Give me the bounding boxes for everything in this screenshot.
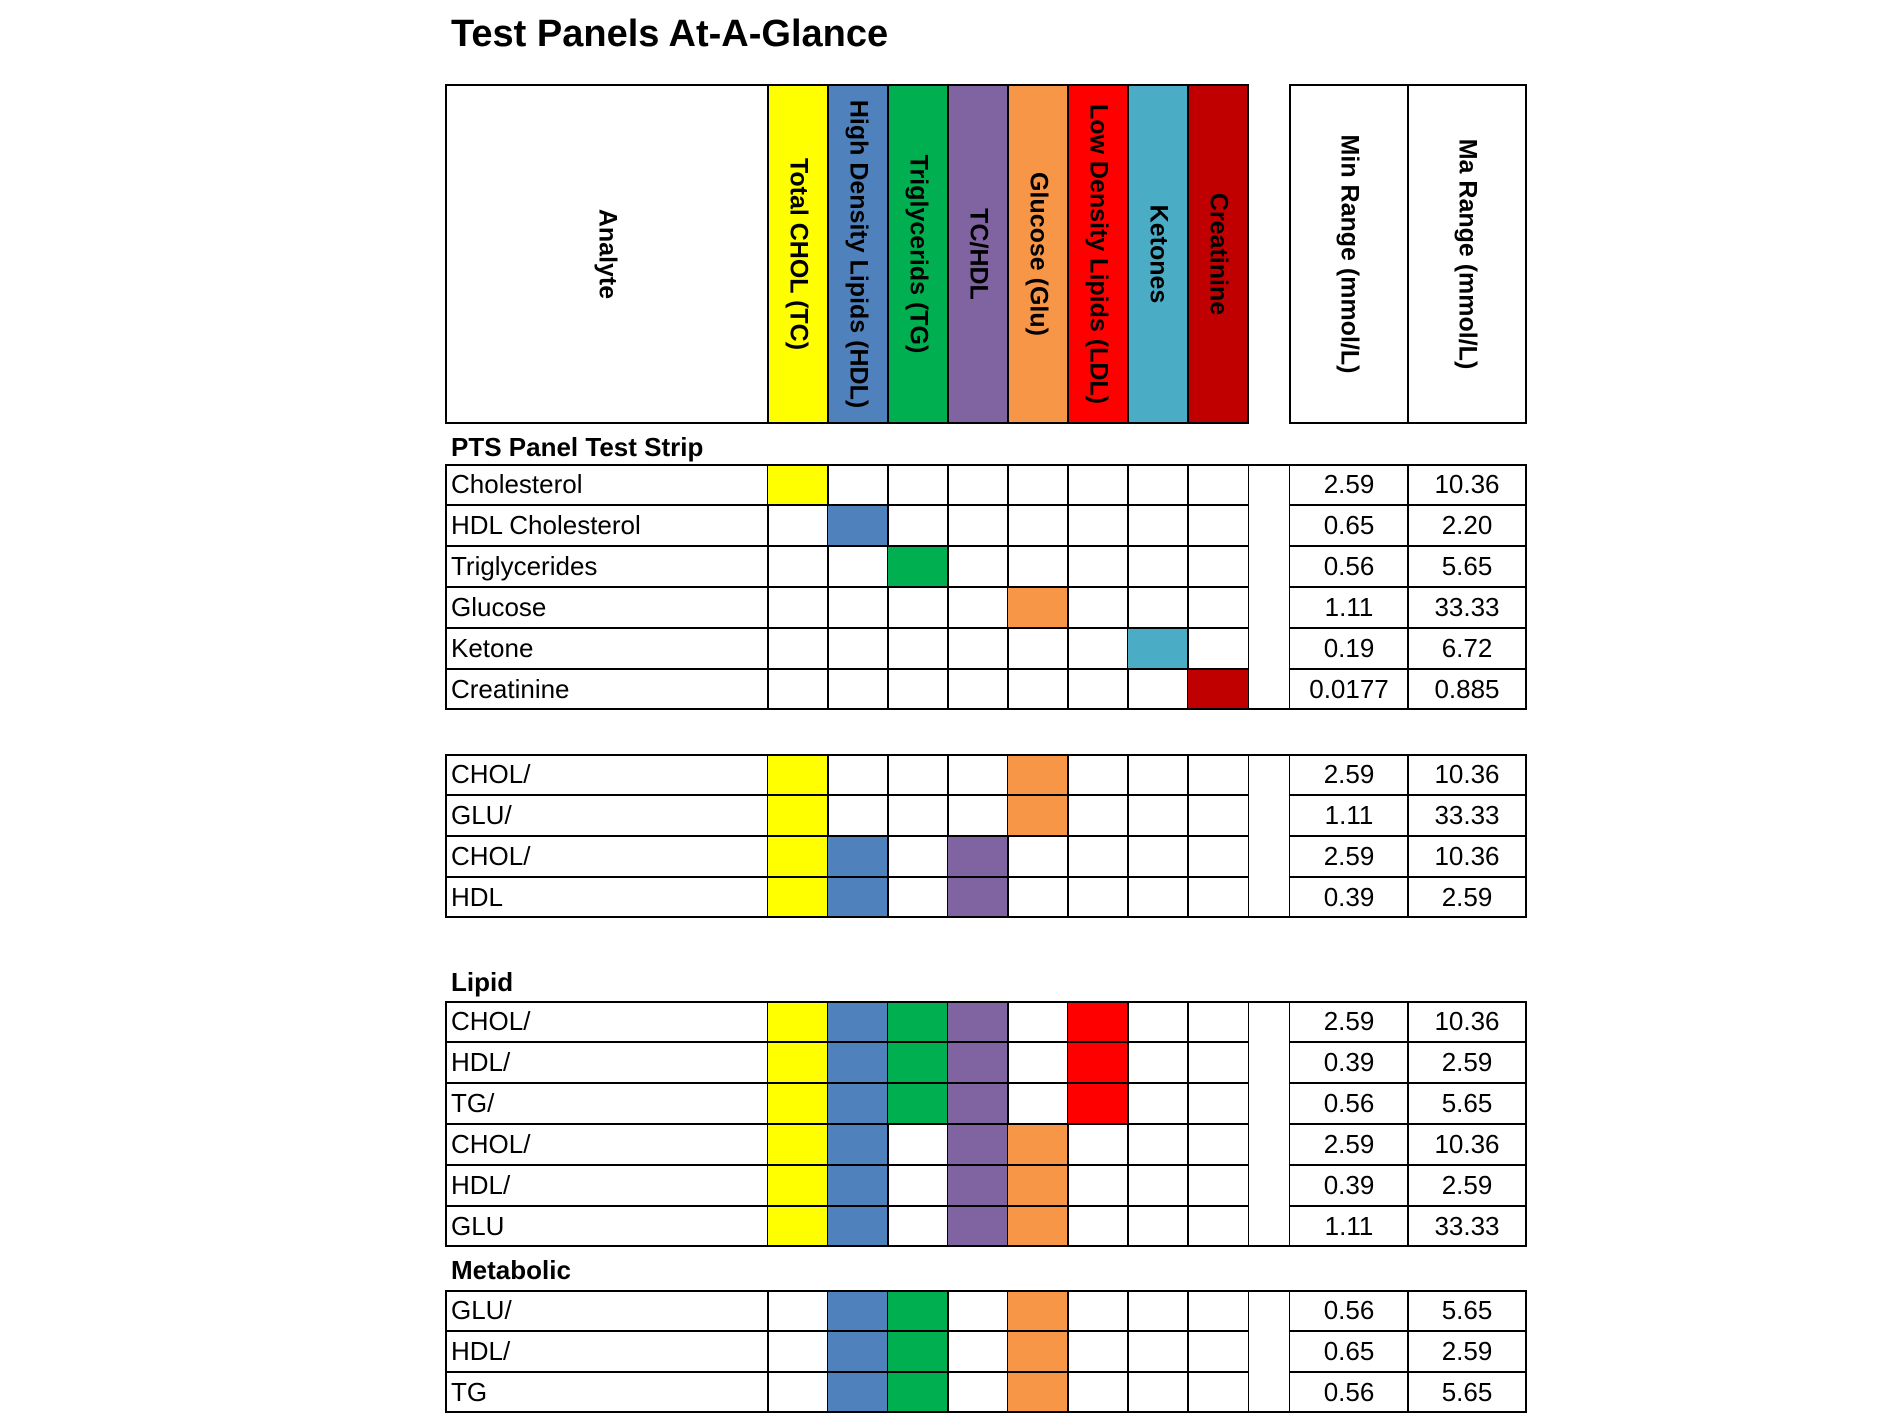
panel-mark-cell bbox=[1187, 669, 1249, 710]
table-row bbox=[445, 795, 1527, 836]
panel-empty-cell bbox=[1127, 546, 1189, 587]
max-range-value: 2.59 bbox=[1407, 1042, 1527, 1083]
panel-empty-cell bbox=[1187, 1372, 1249, 1413]
panel-mark-cell bbox=[887, 1331, 949, 1372]
table-row bbox=[445, 1083, 1527, 1124]
panel-empty-cell bbox=[1187, 836, 1249, 877]
panel-empty-cell bbox=[947, 754, 1009, 795]
panel-mark-cell bbox=[827, 1206, 889, 1247]
min-range-value: 0.65 bbox=[1289, 1331, 1409, 1372]
table-row bbox=[445, 587, 1527, 628]
panel-empty-cell bbox=[887, 795, 949, 836]
panel-empty-cell bbox=[1187, 1001, 1249, 1042]
min-range-value: 1.11 bbox=[1289, 795, 1409, 836]
panel-mark-cell bbox=[1007, 1165, 1069, 1206]
panel-mark-cell bbox=[827, 1001, 889, 1042]
header-col-5 bbox=[1067, 84, 1129, 424]
analyte-name: CHOL/ bbox=[445, 1001, 769, 1042]
min-range-value: 0.39 bbox=[1289, 1165, 1409, 1206]
panel-empty-cell bbox=[1187, 587, 1249, 628]
max-range-value: 2.59 bbox=[1407, 1165, 1527, 1206]
min-range-value: 0.39 bbox=[1289, 1042, 1409, 1083]
panel-empty-cell bbox=[1187, 546, 1249, 587]
panel-mark-cell bbox=[767, 1042, 829, 1083]
table-row bbox=[445, 1042, 1527, 1083]
panel-mark-cell bbox=[1007, 795, 1069, 836]
panel-mark-cell bbox=[1067, 1042, 1129, 1083]
panel-mark-cell bbox=[827, 1290, 889, 1331]
min-range-value: 2.59 bbox=[1289, 1124, 1409, 1165]
analyte-name: CHOL/ bbox=[445, 836, 769, 877]
panel-empty-cell bbox=[1127, 505, 1189, 546]
panel-mark-cell bbox=[827, 1124, 889, 1165]
panel-empty-cell bbox=[767, 546, 829, 587]
table-row bbox=[445, 877, 1527, 918]
panel-mark-cell bbox=[887, 1083, 949, 1124]
panel-empty-cell bbox=[1187, 464, 1249, 505]
panel-empty-cell bbox=[1067, 795, 1129, 836]
panel-empty-cell bbox=[1007, 505, 1069, 546]
panel-mark-cell bbox=[767, 464, 829, 505]
panel-mark-cell bbox=[887, 1290, 949, 1331]
header-col-label: Glucose (Glu) bbox=[1024, 172, 1053, 336]
header-max-range bbox=[1407, 84, 1527, 424]
min-range-value: 0.0177 bbox=[1289, 669, 1409, 710]
panel-empty-cell bbox=[947, 1331, 1009, 1372]
panel-mark-cell bbox=[767, 1083, 829, 1124]
panel-empty-cell bbox=[1067, 877, 1129, 918]
panel-empty-cell bbox=[827, 795, 889, 836]
header-col-2 bbox=[887, 84, 949, 424]
panel-mark-cell bbox=[1007, 587, 1069, 628]
min-range-value: 2.59 bbox=[1289, 464, 1409, 505]
panel-empty-cell bbox=[1067, 505, 1129, 546]
panel-mark-cell bbox=[827, 1083, 889, 1124]
analyte-name: Creatinine bbox=[445, 669, 769, 710]
panel-mark-cell bbox=[947, 877, 1009, 918]
max-range-value: 2.59 bbox=[1407, 877, 1527, 918]
panel-empty-cell bbox=[1007, 836, 1069, 877]
min-range-value: 0.56 bbox=[1289, 546, 1409, 587]
analyte-name: HDL/ bbox=[445, 1042, 769, 1083]
header-col-label: Total CHOL (TC) bbox=[784, 157, 813, 351]
panel-mark-cell bbox=[1067, 1001, 1129, 1042]
panel-empty-cell bbox=[1127, 1042, 1189, 1083]
table-row bbox=[445, 1290, 1527, 1331]
panel-mark-cell bbox=[827, 1331, 889, 1372]
panel-empty-cell bbox=[947, 628, 1009, 669]
panel-empty-cell bbox=[1067, 546, 1129, 587]
analyte-name: CHOL/ bbox=[445, 754, 769, 795]
panel-empty-cell bbox=[947, 587, 1009, 628]
analyte-name: Ketone bbox=[445, 628, 769, 669]
panel-empty-cell bbox=[1187, 795, 1249, 836]
analyte-name: Glucose bbox=[445, 587, 769, 628]
panel-empty-cell bbox=[1127, 464, 1189, 505]
section-label: PTS Panel Test Strip bbox=[451, 432, 704, 462]
min-range-value: 0.39 bbox=[1289, 877, 1409, 918]
header-col-label: High Density Lipids (HDL) bbox=[844, 99, 873, 409]
panel-empty-cell bbox=[1187, 1083, 1249, 1124]
panel-empty-cell bbox=[887, 669, 949, 710]
panel-empty-cell bbox=[827, 628, 889, 669]
panel-empty-cell bbox=[947, 546, 1009, 587]
header-col-1 bbox=[827, 84, 889, 424]
panel-empty-cell bbox=[887, 1124, 949, 1165]
panel-empty-cell bbox=[1187, 754, 1249, 795]
panel-mark-cell bbox=[1007, 754, 1069, 795]
table-row bbox=[445, 836, 1527, 877]
panel-empty-cell bbox=[767, 587, 829, 628]
panel-empty-cell bbox=[767, 628, 829, 669]
panel-empty-cell bbox=[1007, 628, 1069, 669]
panel-mark-cell bbox=[767, 1124, 829, 1165]
max-range-value: 5.65 bbox=[1407, 1372, 1527, 1413]
analyte-name: GLU bbox=[445, 1206, 769, 1247]
header-min-range bbox=[1289, 84, 1409, 424]
panel-mark-cell bbox=[827, 1042, 889, 1083]
panel-empty-cell bbox=[1067, 1331, 1129, 1372]
panel-empty-cell bbox=[827, 754, 889, 795]
analyte-name: Cholesterol bbox=[445, 464, 769, 505]
panel-empty-cell bbox=[1187, 1331, 1249, 1372]
panel-empty-cell bbox=[1127, 795, 1189, 836]
min-range-value: 0.65 bbox=[1289, 505, 1409, 546]
panel-empty-cell bbox=[947, 1372, 1009, 1413]
table-row bbox=[445, 1165, 1527, 1206]
panel-empty-cell bbox=[1127, 836, 1189, 877]
panel-empty-cell bbox=[1007, 546, 1069, 587]
panel-empty-cell bbox=[767, 1372, 829, 1413]
analyte-name: HDL Cholesterol bbox=[445, 505, 769, 546]
panel-empty-cell bbox=[1067, 1165, 1129, 1206]
header-col-label: Ketones bbox=[1144, 204, 1173, 304]
analyte-name: HDL/ bbox=[445, 1331, 769, 1372]
panel-mark-cell bbox=[1007, 1290, 1069, 1331]
page-title: Test Panels At-A-Glance bbox=[451, 13, 889, 55]
panel-empty-cell bbox=[1127, 1083, 1189, 1124]
table-row bbox=[445, 628, 1527, 669]
panel-mark-cell bbox=[887, 546, 949, 587]
table-row bbox=[445, 546, 1527, 587]
analyte-name: TG/ bbox=[445, 1083, 769, 1124]
panel-empty-cell bbox=[1187, 1165, 1249, 1206]
analyte-name: CHOL/ bbox=[445, 1124, 769, 1165]
panel-mark-cell bbox=[947, 1165, 1009, 1206]
min-range-value: 2.59 bbox=[1289, 836, 1409, 877]
max-range-value: 10.36 bbox=[1407, 1001, 1527, 1042]
panel-empty-cell bbox=[887, 505, 949, 546]
header-col-label: Creatinine bbox=[1204, 192, 1233, 316]
panel-mark-cell bbox=[1007, 1372, 1069, 1413]
table-row bbox=[445, 1124, 1527, 1165]
analyte-name: HDL bbox=[445, 877, 769, 918]
table-row bbox=[445, 669, 1527, 710]
header-analyte bbox=[445, 84, 769, 424]
panel-empty-cell bbox=[1007, 1083, 1069, 1124]
max-range-value: 6.72 bbox=[1407, 628, 1527, 669]
panel-empty-cell bbox=[947, 464, 1009, 505]
header-col-label: TC/HDL bbox=[964, 208, 993, 300]
panel-empty-cell bbox=[1067, 1372, 1129, 1413]
panel-mark-cell bbox=[947, 1042, 1009, 1083]
max-range-value: 33.33 bbox=[1407, 587, 1527, 628]
min-range-value: 2.59 bbox=[1289, 1001, 1409, 1042]
min-range-value: 0.56 bbox=[1289, 1083, 1409, 1124]
panel-empty-cell bbox=[887, 628, 949, 669]
header-analyte-label: Analyte bbox=[593, 208, 622, 300]
analyte-name: GLU/ bbox=[445, 795, 769, 836]
panel-empty-cell bbox=[1007, 1042, 1069, 1083]
min-range-value: 0.19 bbox=[1289, 628, 1409, 669]
panel-mark-cell bbox=[947, 1083, 1009, 1124]
panel-mark-cell bbox=[767, 877, 829, 918]
panel-empty-cell bbox=[887, 877, 949, 918]
table-row bbox=[445, 505, 1527, 546]
panel-empty-cell bbox=[1127, 1331, 1189, 1372]
section-label: Lipid bbox=[451, 967, 514, 997]
panel-empty-cell bbox=[827, 587, 889, 628]
panel-mark-cell bbox=[1127, 628, 1189, 669]
table-row bbox=[445, 1331, 1527, 1372]
max-range-value: 2.20 bbox=[1407, 505, 1527, 546]
max-range-value: 33.33 bbox=[1407, 1206, 1527, 1247]
panel-empty-cell bbox=[1187, 1206, 1249, 1247]
panel-empty-cell bbox=[1007, 877, 1069, 918]
panel-empty-cell bbox=[1127, 1372, 1189, 1413]
panel-mark-cell bbox=[767, 1165, 829, 1206]
panel-mark-cell bbox=[827, 836, 889, 877]
max-range-value: 33.33 bbox=[1407, 795, 1527, 836]
analyte-name: GLU/ bbox=[445, 1290, 769, 1331]
max-range-value: 5.65 bbox=[1407, 546, 1527, 587]
header-max-range-label: Ma Range (mmol/L) bbox=[1453, 138, 1482, 370]
panel-empty-cell bbox=[887, 587, 949, 628]
panel-empty-cell bbox=[1067, 669, 1129, 710]
min-range-value: 0.56 bbox=[1289, 1372, 1409, 1413]
panel-empty-cell bbox=[947, 669, 1009, 710]
panel-mark-cell bbox=[947, 836, 1009, 877]
panel-mark-cell bbox=[1007, 1206, 1069, 1247]
header-col-4 bbox=[1007, 84, 1069, 424]
panel-empty-cell bbox=[887, 754, 949, 795]
panel-mark-cell bbox=[767, 1001, 829, 1042]
max-range-value: 10.36 bbox=[1407, 464, 1527, 505]
panel-empty-cell bbox=[887, 464, 949, 505]
max-range-value: 0.885 bbox=[1407, 669, 1527, 710]
panel-mark-cell bbox=[947, 1124, 1009, 1165]
panel-mark-cell bbox=[767, 754, 829, 795]
panel-empty-cell bbox=[1187, 877, 1249, 918]
panel-mark-cell bbox=[887, 1042, 949, 1083]
panel-mark-cell bbox=[767, 1206, 829, 1247]
panel-mark-cell bbox=[1067, 1083, 1129, 1124]
panel-mark-cell bbox=[827, 1372, 889, 1413]
panel-empty-cell bbox=[827, 546, 889, 587]
panel-empty-cell bbox=[1187, 1124, 1249, 1165]
table-row bbox=[445, 754, 1527, 795]
section-label: Metabolic bbox=[451, 1255, 571, 1285]
header-col-7 bbox=[1187, 84, 1249, 424]
panel-empty-cell bbox=[767, 669, 829, 710]
panel-empty-cell bbox=[767, 1290, 829, 1331]
panel-empty-cell bbox=[767, 505, 829, 546]
min-range-value: 2.59 bbox=[1289, 754, 1409, 795]
panel-mark-cell bbox=[1007, 1124, 1069, 1165]
panel-mark-cell bbox=[767, 795, 829, 836]
panel-empty-cell bbox=[1127, 587, 1189, 628]
panel-empty-cell bbox=[947, 1290, 1009, 1331]
panel-empty-cell bbox=[1067, 754, 1129, 795]
panel-empty-cell bbox=[1067, 587, 1129, 628]
min-range-value: 0.56 bbox=[1289, 1290, 1409, 1331]
header-col-label: Triglycerids (TG) bbox=[904, 154, 933, 354]
panel-empty-cell bbox=[1067, 836, 1129, 877]
panel-empty-cell bbox=[767, 1331, 829, 1372]
analyte-name: HDL/ bbox=[445, 1165, 769, 1206]
max-range-value: 5.65 bbox=[1407, 1290, 1527, 1331]
panel-mark-cell bbox=[827, 1165, 889, 1206]
panel-mark-cell bbox=[1007, 1331, 1069, 1372]
panel-empty-cell bbox=[1127, 1124, 1189, 1165]
panel-empty-cell bbox=[887, 1206, 949, 1247]
panel-empty-cell bbox=[1187, 1042, 1249, 1083]
panel-empty-cell bbox=[1127, 669, 1189, 710]
panel-empty-cell bbox=[1127, 1165, 1189, 1206]
panel-empty-cell bbox=[1187, 505, 1249, 546]
panel-empty-cell bbox=[827, 464, 889, 505]
panel-empty-cell bbox=[947, 505, 1009, 546]
table-row bbox=[445, 1372, 1527, 1413]
min-range-value: 1.11 bbox=[1289, 1206, 1409, 1247]
panel-mark-cell bbox=[887, 1372, 949, 1413]
panel-mark-cell bbox=[947, 1001, 1009, 1042]
header-col-6 bbox=[1127, 84, 1189, 424]
max-range-value: 10.36 bbox=[1407, 1124, 1527, 1165]
table-row bbox=[445, 1206, 1527, 1247]
analyte-name: Triglycerides bbox=[445, 546, 769, 587]
panel-empty-cell bbox=[1187, 628, 1249, 669]
header-col-3 bbox=[947, 84, 1009, 424]
max-range-value: 2.59 bbox=[1407, 1331, 1527, 1372]
panel-empty-cell bbox=[887, 1165, 949, 1206]
panel-empty-cell bbox=[1127, 1206, 1189, 1247]
panel-empty-cell bbox=[1127, 754, 1189, 795]
header-col-label: Low Density Lipids (LDL) bbox=[1084, 104, 1113, 404]
min-range-value: 1.11 bbox=[1289, 587, 1409, 628]
panel-mark-cell bbox=[887, 1001, 949, 1042]
panel-empty-cell bbox=[1007, 464, 1069, 505]
panel-empty-cell bbox=[887, 836, 949, 877]
panel-mark-cell bbox=[827, 505, 889, 546]
panel-empty-cell bbox=[1067, 1124, 1129, 1165]
panel-empty-cell bbox=[1067, 464, 1129, 505]
panel-empty-cell bbox=[1067, 628, 1129, 669]
max-range-value: 5.65 bbox=[1407, 1083, 1527, 1124]
max-range-value: 10.36 bbox=[1407, 836, 1527, 877]
panel-empty-cell bbox=[1127, 1001, 1189, 1042]
panel-empty-cell bbox=[1127, 877, 1189, 918]
panel-empty-cell bbox=[1007, 669, 1069, 710]
panel-empty-cell bbox=[947, 795, 1009, 836]
header-col-0 bbox=[767, 84, 829, 424]
panel-empty-cell bbox=[1007, 1001, 1069, 1042]
table-row bbox=[445, 1001, 1527, 1042]
panel-mark-cell bbox=[947, 1206, 1009, 1247]
table-row bbox=[445, 464, 1527, 505]
max-range-value: 10.36 bbox=[1407, 754, 1527, 795]
analyte-name: TG bbox=[445, 1372, 769, 1413]
panel-empty-cell bbox=[1127, 1290, 1189, 1331]
panel-empty-cell bbox=[1067, 1290, 1129, 1331]
panel-empty-cell bbox=[1187, 1290, 1249, 1331]
panel-mark-cell bbox=[827, 877, 889, 918]
table-header bbox=[445, 84, 1487, 424]
panel-empty-cell bbox=[827, 669, 889, 710]
panel-empty-cell bbox=[1067, 1206, 1129, 1247]
header-min-range-label: Min Range (mmol/L) bbox=[1335, 134, 1364, 374]
panel-mark-cell bbox=[767, 836, 829, 877]
